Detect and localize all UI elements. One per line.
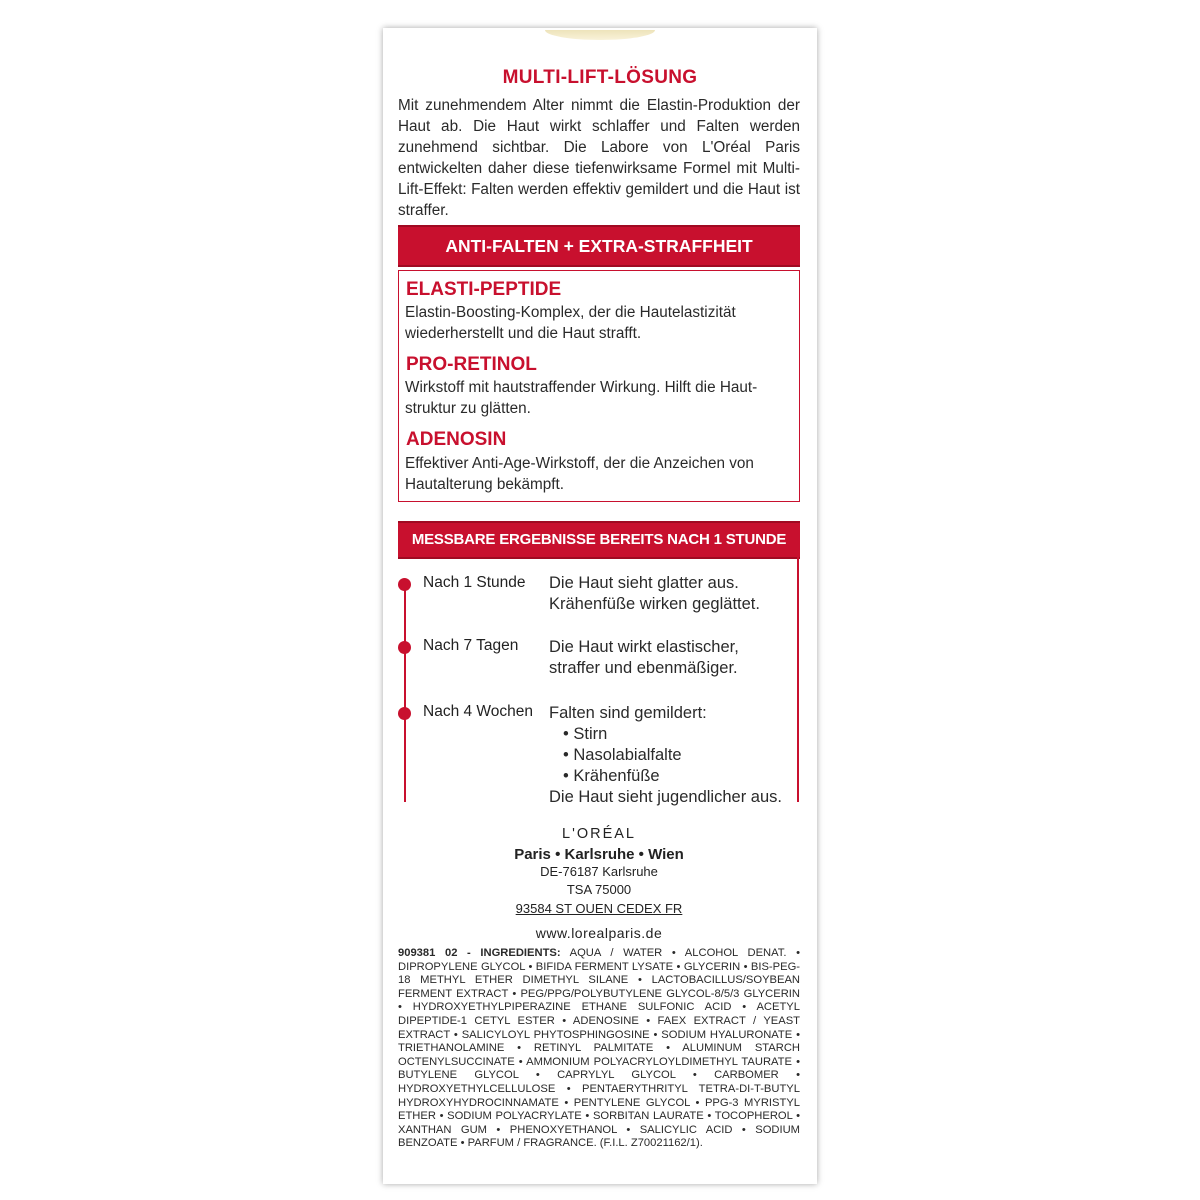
result-time: Nach 4 Wochen [423, 703, 533, 720]
result-bullet: • Krähenfüße [563, 766, 794, 787]
timeline-line [404, 580, 406, 802]
address-line: 93584 ST OUEN CEDEX FR [515, 901, 683, 916]
result-bullet: • Stirn [563, 724, 794, 745]
result-text [549, 703, 794, 808]
results-banner: MESSBARE ERGEBNISSE BEREITS NACH 1 STUNDE [398, 521, 800, 559]
intro-text: Mit zunehmendem Alter nimmt die Elastin-Produktion der Haut ab. Die Haut wirkt schlaffer und Falten werden zunehmend sichtbar. Die Labore von L'Oréal Paris entwickelten daher diese tiefenwirksame Formel mit Multi-Lift-Effekt: Falten werden effektiv gemildert und die Haut ist straffer. [398, 97, 800, 219]
active-description: Elastin-Boosting-Komplex, der die Hautelastizität wiederherstellt und die Haut strafft. [405, 304, 736, 342]
brand-name: L'ORÉAL [562, 826, 636, 842]
result-line: Falten sind gemildert: [549, 704, 707, 722]
active-description: Effektiver Anti-Age-Wirkstoff, der die Anzeichen von Hautalterung bekämpft. [405, 455, 754, 493]
ingredients-label: 909381 02 - INGREDIENTS: [398, 947, 561, 959]
active-name: ELASTI-PEPTIDE [406, 279, 562, 300]
address-line: TSA 75000 [566, 882, 632, 897]
result-line: Die Haut wirkt elastischer, [549, 638, 739, 656]
result-line: Die Haut sieht jugendlicher aus. [549, 788, 782, 806]
section-title: MULTI-LIFT-LÖSUNG [502, 67, 698, 88]
brand-cities: Paris • Karlsruhe • Wien [514, 846, 684, 863]
website: www.lorealparis.de [535, 925, 663, 941]
timeline-dot [398, 707, 411, 720]
result-bullets [549, 724, 794, 787]
ingredients-list [398, 947, 800, 1151]
result-time: Nach 7 Tagen [423, 637, 519, 654]
result-line: Die Haut sieht glatter aus. [549, 574, 739, 592]
result-bullet: • Nasolabialfalte [563, 745, 794, 766]
result-time: Nach 1 Stunde [423, 574, 526, 591]
active-name: PRO-RETINOL [406, 354, 537, 375]
timeline-dot [398, 641, 411, 654]
ingredients-text: AQUA / WATER • ALCOHOL DENAT. • DIPROPYLENE GLYCOL • BIFIDA FERMENT LYSATE • GLYCERIN • BIS-PEG-18 METHYL ETHER DIMETHYL SILANE • LACTOBACILLUS/SOYBEAN FERMENT EXTRACT • PEG/PPG/POLYBUTYLENE GLYCOL-8/5/3 GLYCERIN • HYDROXYETHYLPIPERAZINE ETHANE SULFONIC ACID • ACETYL DIPEPTIDE-1 CETYL ESTER • ADENOSINE • FAEX EXTRACT / YEAST EXTRACT • SALICYLOYL PHYTOSPHINGOSINE • SODIUM HYALURONATE • TRIETHANOLAMINE • RETINYL PALMITATE • ALUMINUM STARCH OCTENYLSUCCINATE • AMMONIUM POLYACRYLOYLDIMETHYL TAURATE • BUTYLENE GLYCOL • CAPRYLYL GLYCOL • CARBOMER • HYDROXYETHYLCELLULOSE • PENTAERYTHRITYL TETRA-DI-T-BUTYL HYDROXYHYDROCINNAMATE • PENTYLENE GLYCOL • PPG-3 MYRISTYL ETHER • SODIUM POLYACRYLATE • SORBITAN LAURATE • TOCOPHEROL • XANTHAN GUM • PHENOXYETHANOL • SALICYLIC ACID • SODIUM BENZOATE • PARFUM / FRAGRANCE. (F.I.L. Z70021162/1). [398, 947, 800, 1150]
result-text [549, 637, 794, 679]
timeline-dot [398, 578, 411, 591]
result-line: Krähenfüße wirken geglättet. [549, 595, 760, 613]
result-text [549, 573, 794, 615]
claim-banner: ANTI-FALTEN + EXTRA-STRAFFHEIT [398, 225, 800, 267]
address-line: DE-76187 Karlsruhe [540, 864, 658, 879]
active-description: Wirkstoff mit hautstraffender Wirkung. Hilft die Haut-struktur zu glätten. [405, 379, 758, 417]
timeline-border [797, 557, 799, 802]
active-name: ADENOSIN [406, 429, 507, 450]
result-line: straffer und ebenmäßiger. [549, 659, 738, 677]
